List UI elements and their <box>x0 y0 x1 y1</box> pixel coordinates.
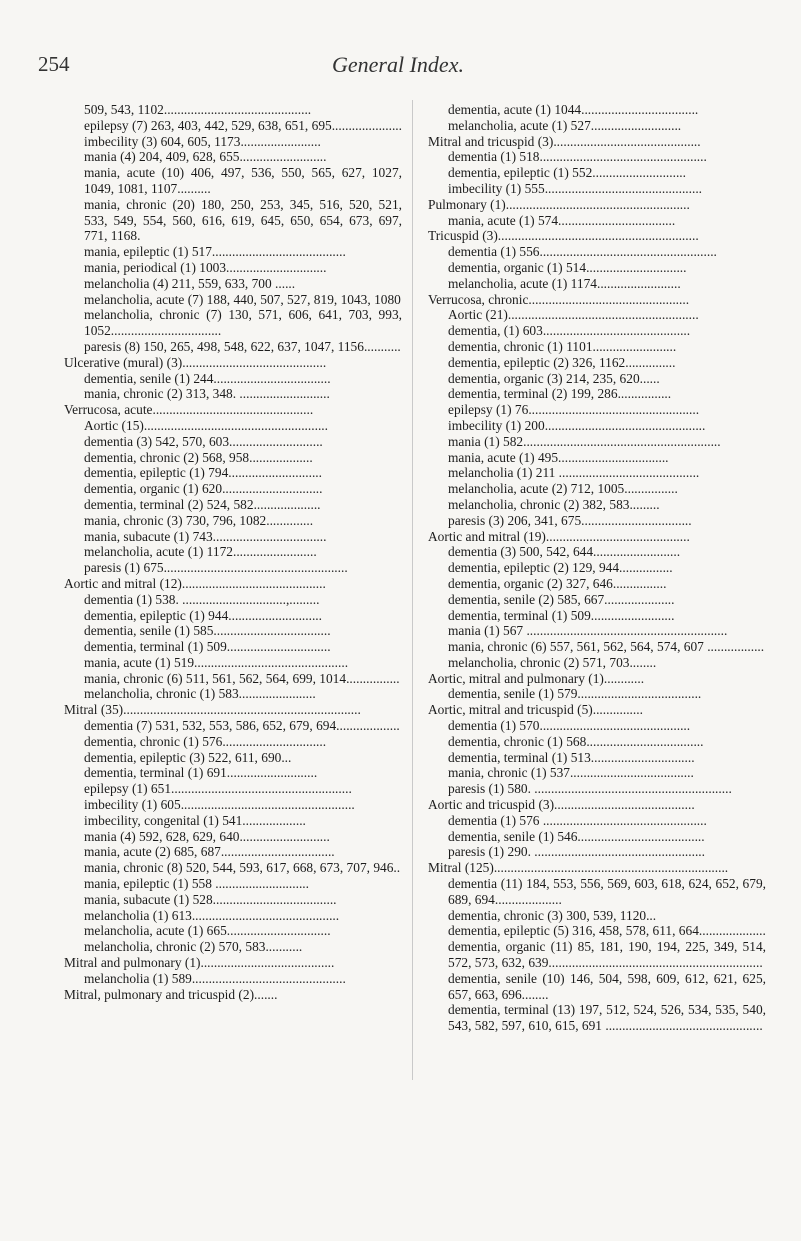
index-entry: dementia (3) 500, 542, 644.......................... <box>448 544 681 560</box>
index-entry: melancholia (1) 589.............................................. <box>84 970 346 986</box>
index-entry: imbecility, congenital (1) 541................... <box>84 812 306 828</box>
index-entry: imbecility (1) 200................................................ <box>448 417 706 433</box>
index-entry: dementia (1) 570............................................. <box>448 718 691 734</box>
index-entry: mania, periodical (1) 1003.............................. <box>84 259 327 275</box>
index-heading: Aortic and mitral (12)........................................... <box>64 575 326 591</box>
index-entry: dementia, terminal (13) 197, 512, 524, 526, 534, 535, 540, 543, 582, 597, 610, 615, 691 ............................................... <box>448 1002 766 1034</box>
index-entry: imbecility (1) 605.................................................... <box>84 797 355 813</box>
index-entry: dementia, terminal (2) 524, 582.................... <box>84 496 321 512</box>
index-entry: dementia, epileptic (2) 326, 1162............... <box>448 354 676 370</box>
index-heading: Mitral (125)...................................................................... <box>428 860 729 876</box>
index-entry: dementia (1) 518.................................................. <box>448 149 707 165</box>
index-entry: dementia, epileptic (1) 944............................ <box>84 607 323 623</box>
index-heading: Aortic and tricuspid (3).......................................... <box>428 797 695 813</box>
index-heading: Mitral and tricuspid (3)............................................ <box>428 133 701 149</box>
index-entry: imbecility (1) 555............................................... <box>448 180 703 196</box>
column-divider <box>412 100 413 1080</box>
index-heading: Aortic, mitral and pulmonary (1)............ <box>428 670 645 686</box>
index-entry: mania, chronic (6) 557, 561, 562, 564, 574, 607 ................. <box>448 639 765 655</box>
index-entry: dementia, chronic (3) 300, 539, 1120... <box>448 907 657 923</box>
index-entry: Aortic (21)......................................................... <box>448 307 699 323</box>
index-entry: epilepsy (1) 76................................................... <box>448 402 700 418</box>
index-entry: dementia, chronic (1) 576............................... <box>84 733 327 749</box>
index-entry: dementia, senile (1) 579..................................... <box>448 686 702 702</box>
index-entry: melancholia, chronic (1) 583....................... <box>84 686 316 702</box>
index-entry: mania (1) 582........................................................... <box>448 433 721 449</box>
index-entry: mania, subacute (1) 528..................................... <box>84 891 337 907</box>
index-entry: dementia, organic (3) 214, 235, 620...... <box>448 370 660 386</box>
index-entry: mania, acute (1) 574................................... <box>448 212 676 228</box>
index-entry: dementia (1) 538. ...............................,......... <box>84 591 320 607</box>
index-entry: dementia (7) 531, 532, 553, 586, 652, 679, 694................... <box>84 718 400 734</box>
index-entry: dementia, chronic (1) 568................................... <box>448 733 704 749</box>
index-entry: mania (1) 567 ............................................................ <box>448 623 728 639</box>
index-entry: dementia (1) 576 ................................................. <box>448 812 707 828</box>
index-entry: melancholia, acute (1) 1172......................... <box>84 544 317 560</box>
index-heading: Tricuspid (3)............................................................ <box>428 228 699 244</box>
index-entry: mania, epileptic (1) 517........................................ <box>84 244 346 260</box>
index-heading: Mitral, pulmonary and tricuspid (2)....... <box>64 986 278 1002</box>
index-entry: dementia, epileptic (2) 129, 944................ <box>448 560 673 576</box>
index-entry: paresis (1) 675....................................................... <box>84 560 348 576</box>
index-entry: dementia, (1) 603............................................ <box>448 323 691 339</box>
index-heading: Pulmonary (1)....................................................... <box>428 196 690 212</box>
index-heading: Verrucosa, acute................................................ <box>64 402 314 418</box>
index-entry: dementia (3) 542, 570, 603............................ <box>84 433 323 449</box>
index-entry: dementia, terminal (2) 199, 286................ <box>448 386 672 402</box>
index-entry: mania, acute (10) 406, 497, 536, 550, 565, 627, 1027, 1049, 1081, 1107.......... <box>84 165 402 196</box>
index-entry: melancholia, acute (1) 1174......................... <box>448 275 681 291</box>
index-entry: mania (4) 592, 628, 629, 640........................... <box>84 828 330 844</box>
index-entry: dementia, epileptic (3) 522, 611, 690... <box>84 749 292 765</box>
index-entry: melancholia, acute (2) 712, 1005................ <box>448 481 678 497</box>
index-entry: dementia, senile (2) 585, 667..................... <box>448 591 675 607</box>
index-entry: melancholia, chronic (2) 382, 583......... <box>448 496 660 512</box>
index-entry: melancholia, acute (1) 527........................... <box>448 117 682 133</box>
index-entry: mania, chronic (6) 511, 561, 562, 564, 699, 1014................ <box>84 670 400 686</box>
index-column-right <box>428 102 766 1034</box>
index-entry: melancholia (1) 211 .......................................... <box>448 465 700 481</box>
index-entry: dementia, terminal (1) 509......................... <box>448 607 675 623</box>
index-column-left <box>64 102 402 1002</box>
index-entry: paresis (8) 150, 265, 498, 548, 622, 637, 1047, 1156........... <box>84 338 401 354</box>
index-entry: melancholia, chronic (2) 570, 583........... <box>84 939 303 955</box>
index-entry: mania (4) 204, 409, 628, 655.......................... <box>84 149 327 165</box>
index-entry: mania, subacute (1) 743.................................. <box>84 528 327 544</box>
running-title: General Index. <box>332 52 464 77</box>
index-entry: Aortic (15)....................................................... <box>84 417 328 433</box>
index-entry: imbecility (3) 604, 605, 1173........................ <box>84 133 321 149</box>
index-entry: dementia, organic (1) 514.............................. <box>448 259 687 275</box>
index-entry: mania, chronic (1) 537..................................... <box>448 765 694 781</box>
index-entry: dementia, terminal (1) 691........................... <box>84 765 318 781</box>
index-heading: Aortic, mitral and tricuspid (5)............... <box>428 702 643 718</box>
index-entry: melancholia, chronic (2) 571, 703........ <box>448 654 657 670</box>
index-entry: dementia, organic (2) 327, 646................ <box>448 575 667 591</box>
index-entry: dementia, senile (1) 546...................................... <box>448 828 705 844</box>
index-entry: dementia, senile (1) 244................................... <box>84 370 331 386</box>
index-heading: Verrucosa, chronic................................................ <box>428 291 690 307</box>
index-entry: 509, 543, 1102............................................ <box>84 102 312 117</box>
page-header <box>38 52 758 80</box>
index-entry: melancholia, chronic (7) 130, 571, 606, 641, 703, 993, 1052................................. <box>84 307 402 339</box>
index-entry: dementia (11) 184, 553, 556, 569, 603, 618, 624, 652, 679, 689, 694.................... <box>448 876 766 907</box>
page-number: 254 <box>38 52 70 76</box>
index-heading: Mitral and pulmonary (1)........................................ <box>64 955 335 971</box>
index-entry: dementia, terminal (1) 513............................... <box>448 749 695 765</box>
index-entry: paresis (1) 290. ................................................... <box>448 844 706 860</box>
index-entry: mania, chronic (8) 520, 544, 593, 617, 668, 673, 707, 946.. <box>84 860 401 876</box>
index-entry: dementia, organic (11) 85, 181, 190, 194, 225, 349, 514, 572, 573, 632, 639................................................................ <box>448 939 766 971</box>
index-entry: dementia, organic (1) 620.............................. <box>84 481 323 497</box>
index-entry: dementia, epileptic (1) 552............................ <box>448 165 687 181</box>
index-entry: dementia (1) 556..................................................... <box>448 244 717 260</box>
index-entry: paresis (1) 580. ........................................................... <box>448 781 732 797</box>
index-heading: Ulcerative (mural) (3)........................................... <box>64 354 327 370</box>
index-entry: melancholia, acute (1) 665............................... <box>84 923 331 939</box>
index-entry: mania, acute (2) 685, 687.................................. <box>84 844 335 860</box>
index-entry: mania, acute (1) 495................................. <box>448 449 669 465</box>
index-entry: dementia, chronic (2) 568, 958................... <box>84 449 313 465</box>
index-entry: epilepsy (1) 651...................................................... <box>84 781 352 797</box>
index-entry: dementia, acute (1) 1044................................... <box>448 102 699 117</box>
index-entry: melancholia, acute (7) 188, 440, 507, 527, 819, 1043, 1080 <box>84 291 401 307</box>
index-entry: epilepsy (7) 263, 403, 442, 529, 638, 651, 695..................... <box>84 117 403 133</box>
index-entry: paresis (3) 206, 341, 675................................. <box>448 512 692 528</box>
index-entry: mania, chronic (3) 730, 796, 1082.............. <box>84 512 314 528</box>
index-entry: melancholia (1) 613............................................ <box>84 907 340 923</box>
index-entry: dementia, epileptic (5) 316, 458, 578, 611, 664.................... <box>448 923 766 939</box>
index-entry: dementia, terminal (1) 509............................... <box>84 639 331 655</box>
index-heading: Mitral (35)....................................................................... <box>64 702 361 718</box>
index-entry: mania, chronic (20) 180, 250, 253, 345, 516, 520, 521, 533, 549, 554, 560, 616, 619, 645, 650, 654, 673, 697, 771, 1168. <box>84 196 402 244</box>
index-entry: dementia, senile (10) 146, 504, 598, 609, 612, 621, 625, 657, 663, 696........ <box>448 970 766 1002</box>
index-entry: mania, epileptic (1) 558 ............................ <box>84 876 309 892</box>
index-entry: dementia, epileptic (1) 794............................ <box>84 465 323 481</box>
index-entry: mania, chronic (2) 313, 348. ........................... <box>84 386 330 402</box>
index-entry: dementia, senile (1) 585................................... <box>84 623 331 639</box>
index-entry: melancholia (4) 211, 559, 633, 700 ...... <box>84 275 296 291</box>
index-entry: dementia, chronic (1) 1101......................... <box>448 338 677 354</box>
index-heading: Aortic and mitral (19)........................................... <box>428 528 690 544</box>
index-entry: mania, acute (1) 519.............................................. <box>84 654 349 670</box>
